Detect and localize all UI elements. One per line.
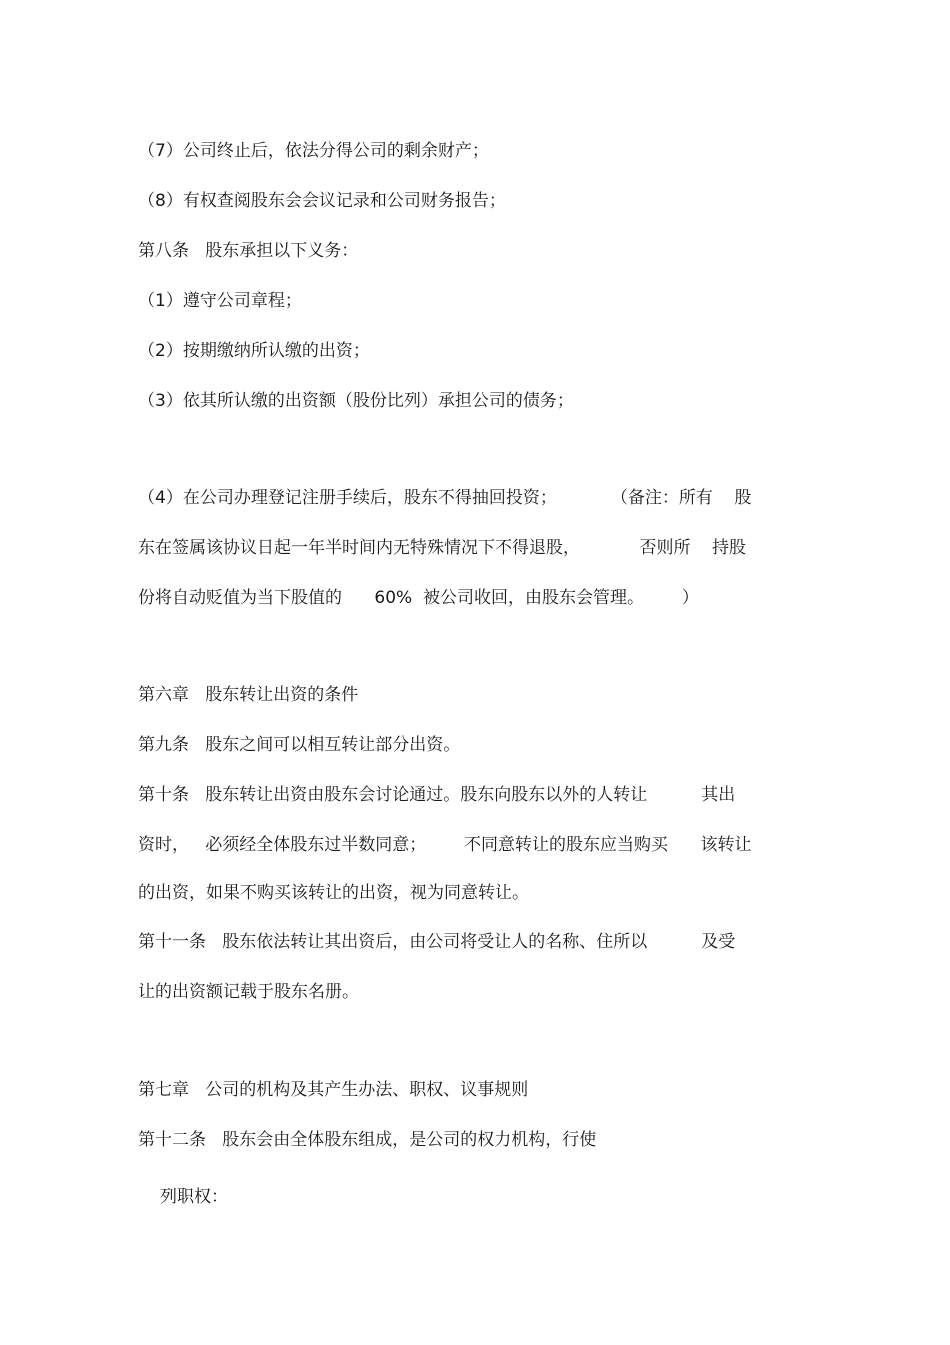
text-line-11: 第九条 股东之间可以相互转让部分出资。 [138,735,461,755]
chapter-heading-6: 第六章 股东转让出资的条件 [138,685,359,705]
text-line-13: 资时， 必须经全体股东过半数同意； 不同意转让的股东应当购买 该转让 [138,835,752,855]
text-line-16: 让的出资额记载于股东名册。 [138,982,359,1002]
text-line-5: （2）按期缴纳所认缴的出资； [138,341,370,361]
text-line-18: 第十二条 股东会由全体股东组成，是公司的权力机构，行使 [138,1130,597,1150]
text-line-14: 的出资，如果不购买该转让的出资，视为同意转让。 [138,883,529,903]
text-line-3: 第八条 股东承担以下义务： [138,241,359,261]
text-line-12: 第十条 股东转让出资由股东会讨论通过。股东向股东以外的人转让 其出 [138,785,736,805]
text-line-6: （3）依其所认缴的出资额（股份比列）承担公司的债务； [138,391,574,411]
text-line-2: （8）有权查阅股东会会议记录和公司财务报告； [138,191,506,211]
text-line-4: （1）遵守公司章程； [138,291,302,311]
chapter-heading-7: 第七章 公司的机构及其产生办法、职权、议事规则 [138,1080,529,1100]
text-line-7: （4）在公司办理登记注册手续后，股东不得抽回投资； （备注：所有 股 [138,488,752,508]
text-line-9: 份将自动贬值为当下股值的 60% 被公司收回，由股东会管理。 ） [138,588,699,608]
text-line-19: 列职权： [160,1187,228,1207]
text-line-15: 第十一条 股东依法转让其出资后，由公司将受让人的名称、住所以 及受 [138,932,736,952]
text-line-8: 东在签属该协议日起一年半时间内无特殊情况下不得退股， 否则所 持股 [138,538,747,558]
text-line-1: （7）公司终止后，依法分得公司的剩余财产； [138,141,489,161]
